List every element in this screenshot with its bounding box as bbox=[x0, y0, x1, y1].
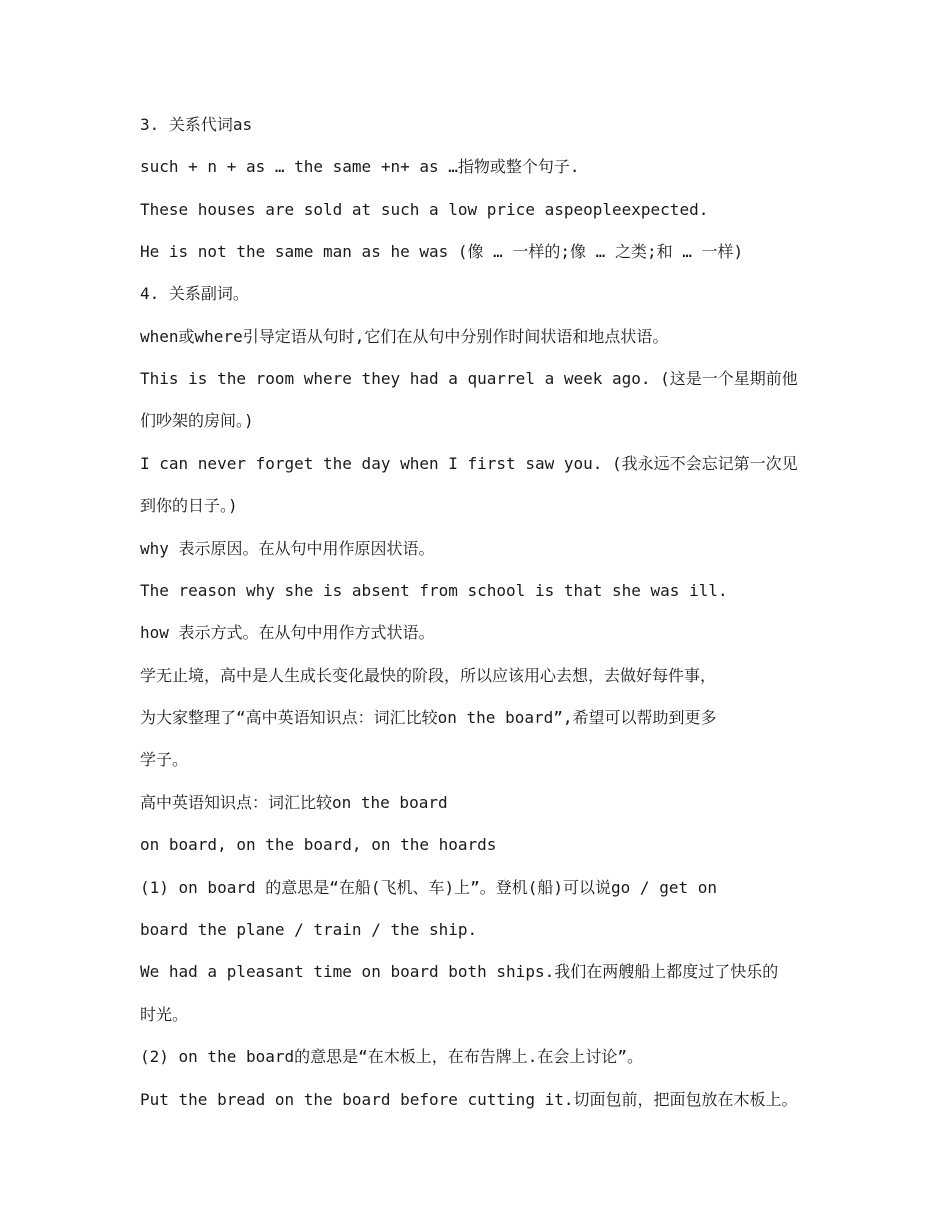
text-line: 高中英语知识点：词汇比较on the board bbox=[140, 793, 448, 812]
text-line: (2) on the board的意思是“在木板上，在布告牌上.在会上讨论”。 bbox=[140, 1047, 644, 1066]
text-line: on board, on the board, on the hoards bbox=[140, 835, 497, 854]
text-line: These houses are sold at such a low price aspeopleexpected. bbox=[140, 200, 709, 219]
text-line: Put the bread on the board before cutting it.切面包前，把面包放在木板上。 bbox=[140, 1090, 798, 1109]
text-line: The reason why she is absent from school is that she was ill. bbox=[140, 581, 728, 600]
text-line: 时光。 bbox=[140, 1005, 189, 1024]
text-line: when或where引导定语从句时,它们在从句中分别作时间状语和地点状语。 bbox=[140, 327, 669, 346]
text-line: 3. 关系代词as bbox=[140, 115, 253, 134]
text-line: He is not the same man as he was (像 … 一样的;像 … 之类;和 … 一样) bbox=[140, 242, 744, 261]
text-line: how 表示方式。在从句中用作方式状语。 bbox=[140, 623, 435, 642]
text-line: (1) on board 的意思是“在船(飞机、车)上”。登机(船)可以说go / get on bbox=[140, 878, 717, 897]
text-line: I can never forget the day when I first saw you. (我永远不会忘记第一次见 bbox=[140, 454, 798, 473]
text-line: We had a pleasant time on board both ships.我们在两艘船上都度过了快乐的 bbox=[140, 962, 779, 981]
text-line: why 表示原因。在从句中用作原因状语。 bbox=[140, 539, 435, 558]
text-line: 们吵架的房间。) bbox=[140, 411, 254, 430]
text-line: 到你的日子。) bbox=[140, 496, 238, 515]
text-line: 学子。 bbox=[140, 750, 189, 769]
text-line: This is the room where they had a quarrel a week ago. (这是一个星期前他 bbox=[140, 369, 798, 388]
text-line: such + n + as … the same +n+ as …指物或整个句子. bbox=[140, 157, 580, 176]
text-line: board the plane / train / the ship. bbox=[140, 920, 478, 939]
text-line: 4. 关系副词。 bbox=[140, 284, 249, 303]
text-line: 学无止境，高中是人生成长变化最快的阶段，所以应该用心去想，去做好每件事， bbox=[140, 666, 717, 685]
text-line: 为大家整理了“高中英语知识点：词汇比较on the board”,希望可以帮助到更多 bbox=[140, 708, 717, 727]
